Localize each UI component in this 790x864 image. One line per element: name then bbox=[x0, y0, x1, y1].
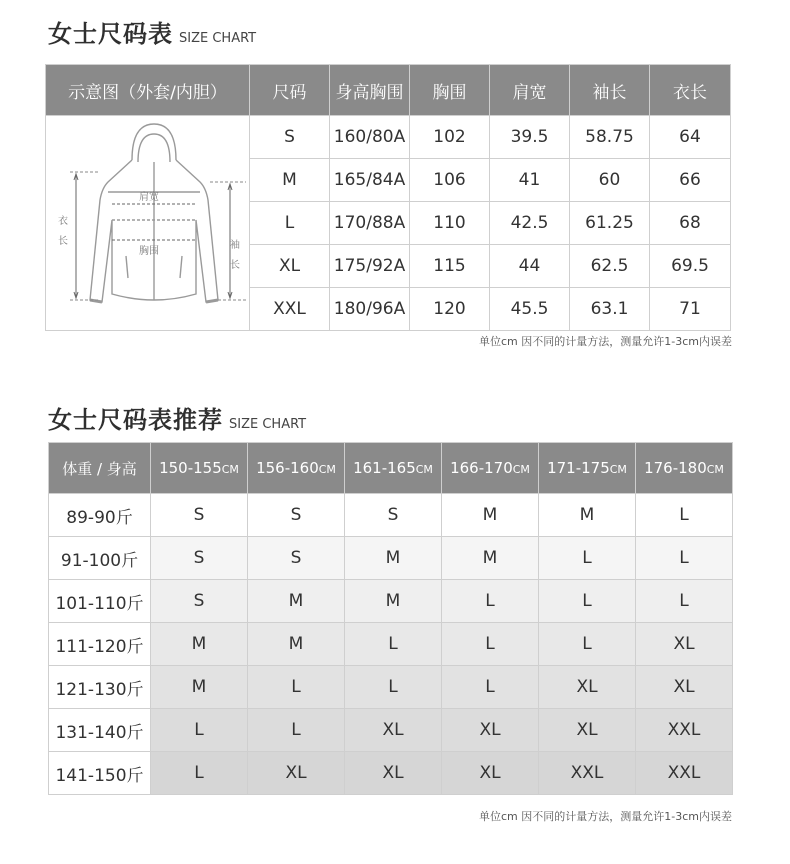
cell-recommended-size: S bbox=[248, 537, 345, 580]
cell-height-chest: 160/80A bbox=[330, 116, 410, 159]
sleeve-label-1: 袖 bbox=[230, 240, 240, 251]
jacket-diagram bbox=[46, 116, 250, 331]
cell-chest: 110 bbox=[410, 202, 490, 245]
cell-recommended-size: L bbox=[636, 580, 733, 623]
table-row bbox=[49, 666, 733, 709]
cell-recommended-size: M bbox=[345, 537, 442, 580]
cell-recommended-size: XXL bbox=[539, 752, 636, 795]
header-height-chest: 身高胸围 bbox=[330, 65, 410, 116]
cell-recommended-size: S bbox=[248, 494, 345, 537]
header-shoulder: 肩宽 bbox=[490, 65, 570, 116]
cell-recommended-size: L bbox=[539, 623, 636, 666]
height-unit: CM bbox=[512, 463, 530, 476]
height-unit: CM bbox=[609, 463, 627, 476]
measurement-note: 单位cm 因不同的计量方法，测量允许1-3cm内误差 bbox=[479, 335, 732, 348]
size-chart-table bbox=[45, 64, 731, 331]
header-height-range bbox=[345, 443, 442, 494]
cell-weight: 121-130斤 bbox=[49, 666, 151, 709]
cell-recommended-size: XL bbox=[636, 666, 733, 709]
cell-recommended-size: L bbox=[151, 752, 248, 795]
header-chest: 胸围 bbox=[410, 65, 490, 116]
cell-length: 68 bbox=[650, 202, 731, 245]
cell-chest: 120 bbox=[410, 288, 490, 331]
table-row bbox=[49, 709, 733, 752]
cell-height-chest: 170/88A bbox=[330, 202, 410, 245]
cell-recommended-size: XL bbox=[442, 709, 539, 752]
cell-sleeve: 63.1 bbox=[570, 288, 650, 331]
cell-shoulder: 41 bbox=[490, 159, 570, 202]
cell-chest: 106 bbox=[410, 159, 490, 202]
jacket-outline-icon bbox=[46, 116, 250, 325]
cell-recommended-size: L bbox=[442, 666, 539, 709]
cell-recommended-size: M bbox=[151, 666, 248, 709]
size-chart-title-cn: 女士尺码表 bbox=[48, 20, 173, 48]
table-row bbox=[49, 537, 733, 580]
cell-recommended-size: L bbox=[539, 537, 636, 580]
length-label-1: 衣 bbox=[58, 216, 68, 227]
chest-label: 胸围 bbox=[139, 246, 159, 257]
cell-length: 64 bbox=[650, 116, 731, 159]
header-height-range bbox=[151, 443, 248, 494]
height-range: 166-170 bbox=[450, 459, 513, 477]
cell-recommended-size: XL bbox=[248, 752, 345, 795]
shoulder-label: 肩宽 bbox=[139, 192, 159, 203]
height-range: 171-175 bbox=[547, 459, 610, 477]
cell-sleeve: 58.75 bbox=[570, 116, 650, 159]
length-label-2: 长 bbox=[58, 236, 68, 247]
cell-recommended-size: XL bbox=[345, 709, 442, 752]
size-chart-header-row bbox=[46, 65, 731, 116]
cell-recommended-size: L bbox=[248, 709, 345, 752]
cell-recommended-size: L bbox=[636, 494, 733, 537]
recommend-chart-title bbox=[48, 400, 306, 435]
cell-recommended-size: S bbox=[151, 580, 248, 623]
cell-shoulder: 45.5 bbox=[490, 288, 570, 331]
size-chart-title-en: SIZE CHART bbox=[179, 31, 257, 46]
cell-recommended-size: L bbox=[345, 623, 442, 666]
cell-recommended-size: M bbox=[248, 623, 345, 666]
cell-recommended-size: XL bbox=[442, 752, 539, 795]
cell-weight: 141-150斤 bbox=[49, 752, 151, 795]
cell-recommended-size: S bbox=[151, 537, 248, 580]
cell-recommended-size: XL bbox=[636, 623, 733, 666]
table-row bbox=[49, 623, 733, 666]
cell-recommended-size: L bbox=[345, 666, 442, 709]
cell-weight: 89-90斤 bbox=[49, 494, 151, 537]
cell-recommended-size: XXL bbox=[636, 709, 733, 752]
header-height-range bbox=[539, 443, 636, 494]
cell-size: XXL bbox=[250, 288, 330, 331]
height-unit: CM bbox=[221, 463, 239, 476]
cell-recommended-size: L bbox=[442, 580, 539, 623]
height-range: 150-155 bbox=[159, 459, 222, 477]
cell-size: L bbox=[250, 202, 330, 245]
height-range: 156-160 bbox=[256, 459, 319, 477]
cell-size: XL bbox=[250, 245, 330, 288]
size-recommend-table bbox=[48, 442, 733, 795]
cell-recommended-size: L bbox=[442, 623, 539, 666]
cell-recommended-size: S bbox=[345, 494, 442, 537]
cell-recommended-size: L bbox=[248, 666, 345, 709]
sleeve-label-2: 长 bbox=[230, 260, 240, 271]
cell-weight: 91-100斤 bbox=[49, 537, 151, 580]
cell-recommended-size: L bbox=[539, 580, 636, 623]
header-length: 衣长 bbox=[650, 65, 731, 116]
cell-recommended-size: XXL bbox=[636, 752, 733, 795]
cell-height-chest: 180/96A bbox=[330, 288, 410, 331]
cell-size: M bbox=[250, 159, 330, 202]
measurement-note-2: 单位cm 因不同的计量方法，测量允许1-3cm内误差 bbox=[479, 810, 732, 823]
cell-recommended-size: XL bbox=[539, 709, 636, 752]
cell-height-chest: 175/92A bbox=[330, 245, 410, 288]
cell-recommended-size: XL bbox=[539, 666, 636, 709]
cell-recommended-size: M bbox=[248, 580, 345, 623]
cell-recommended-size: XL bbox=[345, 752, 442, 795]
height-unit: CM bbox=[318, 463, 336, 476]
cell-sleeve: 60 bbox=[570, 159, 650, 202]
cell-sleeve: 61.25 bbox=[570, 202, 650, 245]
table-row bbox=[49, 752, 733, 795]
height-range: 176-180 bbox=[644, 459, 707, 477]
height-range: 161-165 bbox=[353, 459, 416, 477]
cell-shoulder: 44 bbox=[490, 245, 570, 288]
cell-recommended-size: M bbox=[442, 494, 539, 537]
header-sleeve: 袖长 bbox=[570, 65, 650, 116]
header-diagram: 示意图（外套/内胆） bbox=[46, 65, 250, 116]
recommend-chart-title-cn: 女士尺码表推荐 bbox=[48, 406, 223, 434]
cell-size: S bbox=[250, 116, 330, 159]
cell-length: 69.5 bbox=[650, 245, 731, 288]
recommend-header-row bbox=[49, 443, 733, 494]
cell-shoulder: 42.5 bbox=[490, 202, 570, 245]
cell-weight: 101-110斤 bbox=[49, 580, 151, 623]
height-unit: CM bbox=[706, 463, 724, 476]
recommend-chart-title-en: SIZE CHART bbox=[229, 417, 307, 432]
cell-weight: 131-140斤 bbox=[49, 709, 151, 752]
cell-shoulder: 39.5 bbox=[490, 116, 570, 159]
header-size: 尺码 bbox=[250, 65, 330, 116]
table-row bbox=[49, 580, 733, 623]
cell-weight: 111-120斤 bbox=[49, 623, 151, 666]
cell-recommended-size: L bbox=[636, 537, 733, 580]
table-row bbox=[49, 494, 733, 537]
cell-chest: 115 bbox=[410, 245, 490, 288]
table-row bbox=[46, 116, 731, 159]
cell-recommended-size: S bbox=[151, 494, 248, 537]
header-weight-height: 体重 / 身高 bbox=[49, 443, 151, 494]
cell-length: 71 bbox=[650, 288, 731, 331]
cell-sleeve: 62.5 bbox=[570, 245, 650, 288]
height-unit: CM bbox=[415, 463, 433, 476]
cell-height-chest: 165/84A bbox=[330, 159, 410, 202]
cell-chest: 102 bbox=[410, 116, 490, 159]
cell-recommended-size: M bbox=[442, 537, 539, 580]
header-height-range bbox=[636, 443, 733, 494]
cell-recommended-size: M bbox=[151, 623, 248, 666]
cell-recommended-size: L bbox=[151, 709, 248, 752]
size-chart-title bbox=[48, 14, 256, 49]
cell-recommended-size: M bbox=[345, 580, 442, 623]
header-height-range bbox=[248, 443, 345, 494]
header-height-range bbox=[442, 443, 539, 494]
cell-length: 66 bbox=[650, 159, 731, 202]
cell-recommended-size: M bbox=[539, 494, 636, 537]
